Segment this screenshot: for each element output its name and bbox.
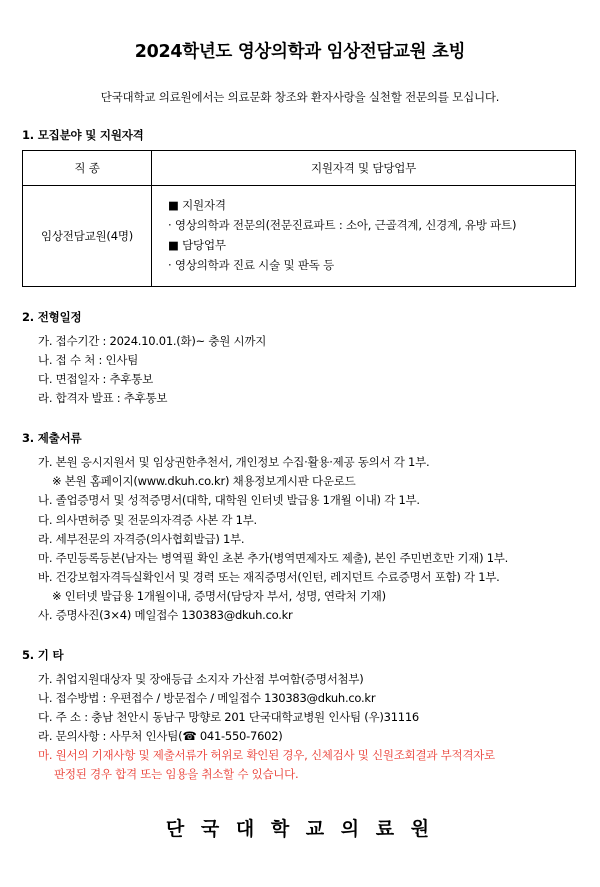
list-item: 다. 주 소 : 충남 천안시 동남구 망향로 201 단국대학교병원 인사팀 (우)31116	[38, 710, 419, 725]
section-documents	[22, 430, 578, 625]
list-item: 다. 면접일자 : 추후통보	[38, 372, 153, 387]
section-heading: 3. 제출서류	[22, 431, 82, 446]
document-page	[0, 38, 600, 887]
section-heading: 1. 모집분야 및 지원자격	[22, 128, 144, 142]
duty-line: · 영상의학과 진료 시술 및 판독 등	[168, 257, 335, 272]
list-item: 가. 접수기간 : 2024.10.01.(화)~ 충원 시까지	[38, 334, 267, 348]
list-item: 가. 취업지원대상자 및 장애등급 소지자 가산점 부여함(증명서첨부)	[38, 672, 364, 687]
table-header-row	[23, 151, 576, 186]
section-other	[22, 647, 578, 784]
list-item: 라. 합격자 발표 : 추후통보	[38, 391, 168, 406]
list-item: 사. 증명사진(3×4) 메일접수 130383@dkuh.co.kr	[38, 607, 293, 622]
table-row	[23, 186, 576, 287]
duty-line: ■ 지원자격	[168, 198, 226, 213]
list-item: 라. 세부전문의 자격증(의사협회발급) 1부.	[38, 531, 245, 546]
requirements-table	[22, 150, 576, 287]
list-item-note: ※ 본원 홈페이지(www.dkuh.co.kr) 채용정보게시판 다운로드	[52, 474, 356, 489]
list-item: 가. 본원 응시지원서 및 임상권한추천서, 개인정보 수집·활용·제공 동의서 각 1부.	[38, 455, 430, 470]
section-schedule	[22, 309, 578, 408]
list-item: 나. 접수방법 : 우편접수 / 방문접수 / 메일접수 130383@dkuh.co.kr	[38, 691, 376, 706]
page-subtitle: 단국대학교 의료원에서는 의료문화 창조와 환자사랑을 실천할 전문의를 모십니다.	[100, 90, 500, 104]
section-recruitment-field	[22, 127, 578, 287]
list-item: 다. 의사면허증 및 전문의자격증 사본 각 1부.	[38, 512, 257, 527]
table-cell-duties	[152, 186, 576, 287]
duty-line: ■ 담당업무	[168, 238, 226, 252]
duty-line: · 영상의학과 전문의(전문진료파트 : 소아, 근골격계, 신경계, 유방 파트)	[168, 218, 517, 233]
table-header-job: 직 종	[23, 151, 152, 186]
footer-organization: 단 국 대 학 교 의 료 원	[165, 818, 435, 841]
list-item: 바. 건강보험자격득실확인서 및 경력 또는 재직증명서(인턴, 레지던트 수료증명서 포함) 각 1부.	[38, 569, 500, 584]
list-item-note: ※ 인터넷 발급용 1개월이내, 증명서(담당자 부서, 성명, 연락처 기재)	[52, 588, 386, 603]
table-header-duties: 지원자격 및 담당업무	[152, 151, 576, 186]
section-heading: 5. 기 타	[22, 648, 64, 663]
list-item-warning: 판정된 경우 합격 또는 임용을 취소할 수 있습니다.	[54, 767, 299, 782]
list-item: 마. 주민등록등본(남자는 병역필 확인 초본 추가(병역면제자도 제출), 본인 주민번호만 기재) 1부.	[38, 550, 509, 565]
list-item: 라. 문의사항 : 사무처 인사팀(☎ 041-550-7602)	[38, 729, 283, 744]
list-item-warning: 마. 원서의 기재사항 및 제출서류가 허위로 확인된 경우, 신체검사 및 신원조회결과 부적격자로	[38, 748, 495, 763]
page-title: 2024학년도 영상의학과 임상전담교원 초빙	[134, 42, 466, 62]
list-item: 나. 졸업증명서 및 성적증명서(대학, 대학원 인터넷 발급용 1개월 이내) 각 1부.	[38, 493, 420, 508]
section-heading: 2. 전형일정	[22, 310, 82, 324]
table-cell-job: 임상전담교원(4명)	[23, 186, 152, 287]
list-item: 나. 접 수 처 : 인사팀	[38, 353, 139, 368]
